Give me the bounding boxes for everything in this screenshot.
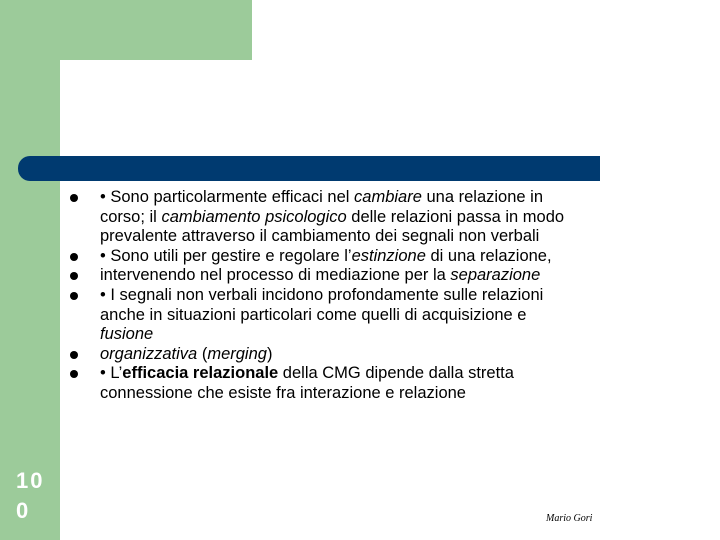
bullet-text: intervenendo nel processo di mediazione per la — [100, 266, 451, 285]
bullet-text: cambiamento psicologico — [161, 207, 347, 226]
bullet-line — [100, 208, 670, 228]
bullet-text: • Sono particolarmente efficaci nel — [100, 188, 355, 206]
bullet-line — [100, 227, 670, 247]
bullet-text: ) — [266, 344, 273, 363]
left-green-sidebar — [0, 0, 60, 540]
bullet-text: connessione che esiste fra interazione e relazione — [100, 383, 466, 402]
bullet-line — [100, 266, 670, 286]
bullet-text: • Sono utili per gestire e regolare l’ — [100, 246, 352, 265]
bullet-dot-icon — [70, 292, 78, 300]
bullet-text: fusione — [100, 325, 154, 344]
bullet-text: organizzativa — [100, 344, 198, 363]
bullet-text: • L’ — [100, 364, 123, 383]
bullet-text: ( — [197, 344, 208, 363]
bullet-dot-icon — [70, 370, 78, 378]
bullet-text: di una relazione, — [425, 246, 552, 265]
bullet-line — [100, 325, 670, 345]
bullet-line — [100, 188, 670, 208]
bullet-line — [100, 345, 670, 365]
bullet-item — [70, 286, 670, 345]
bullet-text: corso; il — [100, 207, 162, 226]
bullet-text: delle relazioni passa in modo — [346, 207, 565, 226]
bullet-text: cambiare — [354, 188, 422, 206]
bullet-text: della CMG dipende dalla stretta — [278, 364, 514, 383]
bullet-text: prevalente attraverso il cambiamento dei segnali non verbali — [100, 227, 540, 246]
bullet-item — [70, 266, 670, 286]
author-footer: Mario Gori — [546, 513, 593, 524]
bullet-text: separazione — [450, 266, 541, 285]
bullet-line — [100, 286, 670, 306]
content-panel-corner — [60, 60, 120, 120]
bullet-item — [70, 345, 670, 365]
bullet-line — [100, 384, 670, 404]
top-green-band — [0, 0, 252, 60]
bullet-dot-icon — [70, 272, 78, 280]
bullet-dot-icon — [70, 253, 78, 261]
bullet-dot-icon — [70, 351, 78, 359]
bullet-text: una relazione in — [421, 188, 543, 206]
bullet-list — [70, 188, 670, 404]
bullet-item — [70, 247, 670, 267]
bullet-text: efficacia relazionale — [122, 364, 279, 383]
bullet-line — [100, 306, 670, 326]
bullet-text: anche in situazioni particolari come quelli di acquisizione e — [100, 305, 527, 324]
slide-number-line2: 0 — [16, 498, 31, 523]
bullet-text: • I segnali non verbali incidono profondamente sulle relazioni — [100, 285, 544, 304]
bullet-dot-icon — [70, 194, 78, 202]
title-bar — [18, 156, 600, 181]
slide-number — [16, 466, 56, 526]
bullet-item — [70, 364, 670, 403]
slide-number-line1: 10 — [16, 468, 45, 493]
bullet-text: merging — [207, 344, 267, 363]
bullet-item — [70, 188, 670, 247]
bullet-text: estinzione — [351, 246, 426, 265]
bullet-line — [100, 364, 670, 384]
bullet-line — [100, 247, 670, 267]
